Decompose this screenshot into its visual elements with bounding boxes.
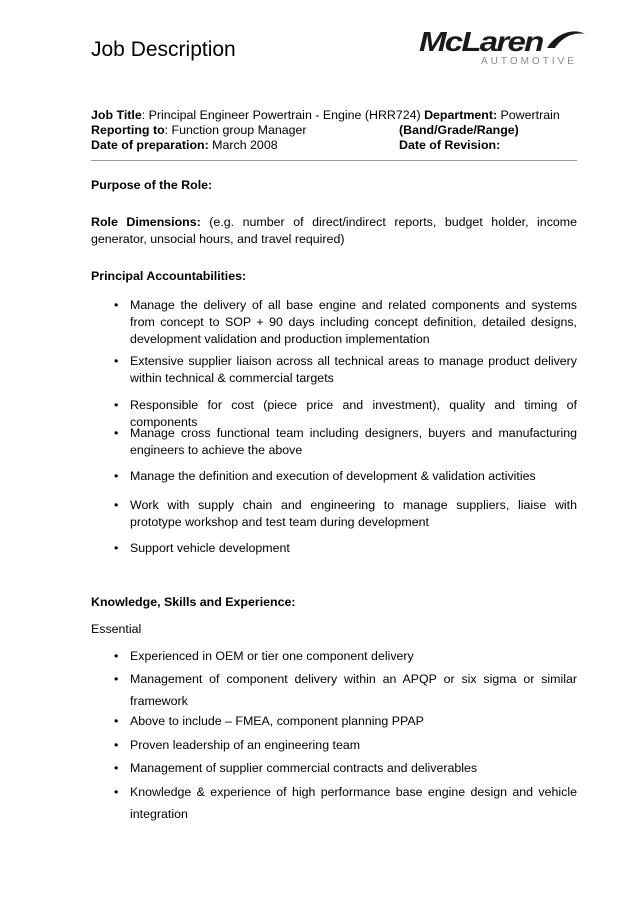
bullet-icon: • bbox=[114, 541, 119, 555]
list-item: • Responsible for cost (piece price and investment), quality and timing of components bbox=[114, 398, 577, 429]
role-dimensions-text: (e.g. number of direct/indirect reports, budget holder, income generator, unsocial hours, and travel required) bbox=[91, 215, 577, 246]
job-title-value: : Principal Engineer Powertrain - Engine (HRR724) bbox=[141, 108, 421, 122]
list-item: • Knowledge & experience of high performance base engine design and vehicle integration bbox=[114, 781, 577, 825]
bullet-icon: • bbox=[114, 649, 119, 663]
logo-subtitle: AUTOMOTIVE bbox=[481, 56, 577, 67]
band-grade-label: (Band/Grade/Range) bbox=[399, 123, 519, 137]
list-item: • Manage the delivery of all base engine and related components and systems from concept to SOP + 90 days including concept definition, detailed designs, development validation and production implementation bbox=[114, 298, 577, 346]
revision-label: Date of Revision: bbox=[399, 138, 501, 152]
job-title-label: Job Title bbox=[91, 108, 142, 122]
bullet-icon: • bbox=[114, 354, 119, 368]
role-dimensions-label: Role Dimensions: bbox=[91, 215, 201, 229]
bullet-icon: • bbox=[114, 498, 119, 512]
mclaren-automotive-logo bbox=[405, 24, 595, 74]
list-item: • Above to include – FMEA, component planning PPAP bbox=[114, 714, 424, 728]
header-divider bbox=[91, 160, 577, 161]
bullet-icon: • bbox=[114, 398, 119, 412]
reporting-value: : Function group Manager bbox=[164, 123, 307, 137]
department-value: Powertrain bbox=[497, 108, 560, 122]
bullet-icon: • bbox=[114, 785, 119, 799]
essential-label: Essential bbox=[91, 622, 142, 636]
list-item: • Support vehicle development bbox=[114, 541, 290, 555]
bullet-icon: • bbox=[114, 298, 119, 312]
accountabilities-heading: Principal Accountabilities: bbox=[91, 269, 247, 283]
bullet-icon: • bbox=[114, 738, 119, 752]
purpose-heading: Purpose of the Role: bbox=[91, 178, 213, 192]
list-item: • Manage the definition and execution of development & validation activities bbox=[114, 469, 536, 483]
bullet-icon: • bbox=[114, 714, 119, 728]
bullet-icon: • bbox=[114, 426, 119, 440]
list-item: • Extensive supplier liaison across all technical areas to manage product delivery within technical & commercial targets bbox=[114, 354, 577, 385]
department-label: Department: bbox=[424, 108, 498, 122]
reporting-label: Reporting to bbox=[91, 123, 165, 137]
list-item: • Experienced in OEM or tier one component delivery bbox=[114, 649, 414, 663]
bullet-icon: • bbox=[114, 672, 119, 686]
logo-wordmark: McLaren bbox=[419, 26, 543, 57]
document-title: Job Description bbox=[91, 38, 236, 61]
list-item: • Proven leadership of an engineering team bbox=[114, 738, 361, 752]
preparation-value: March 2008 bbox=[208, 138, 278, 152]
logo-swoosh-icon bbox=[545, 28, 587, 50]
knowledge-heading: Knowledge, Skills and Experience: bbox=[91, 595, 296, 609]
list-item: • Management of supplier commercial contracts and deliverables bbox=[114, 761, 478, 775]
reporting-line bbox=[91, 123, 307, 137]
preparation-label: Date of preparation: bbox=[91, 138, 209, 152]
preparation-line bbox=[91, 138, 278, 152]
role-dimensions-paragraph bbox=[91, 214, 577, 248]
list-item: • Work with supply chain and engineering to manage suppliers, liaise with prototype workshop and test team during development bbox=[114, 498, 577, 529]
bullet-icon: • bbox=[114, 761, 119, 775]
list-item: • Manage cross functional team including designers, buyers and manufacturing engineers to achieve the above bbox=[114, 426, 577, 457]
bullet-icon: • bbox=[114, 469, 119, 483]
job-title-line bbox=[91, 108, 560, 122]
list-item: • Management of component delivery within an APQP or six sigma or similar framework bbox=[114, 668, 577, 712]
